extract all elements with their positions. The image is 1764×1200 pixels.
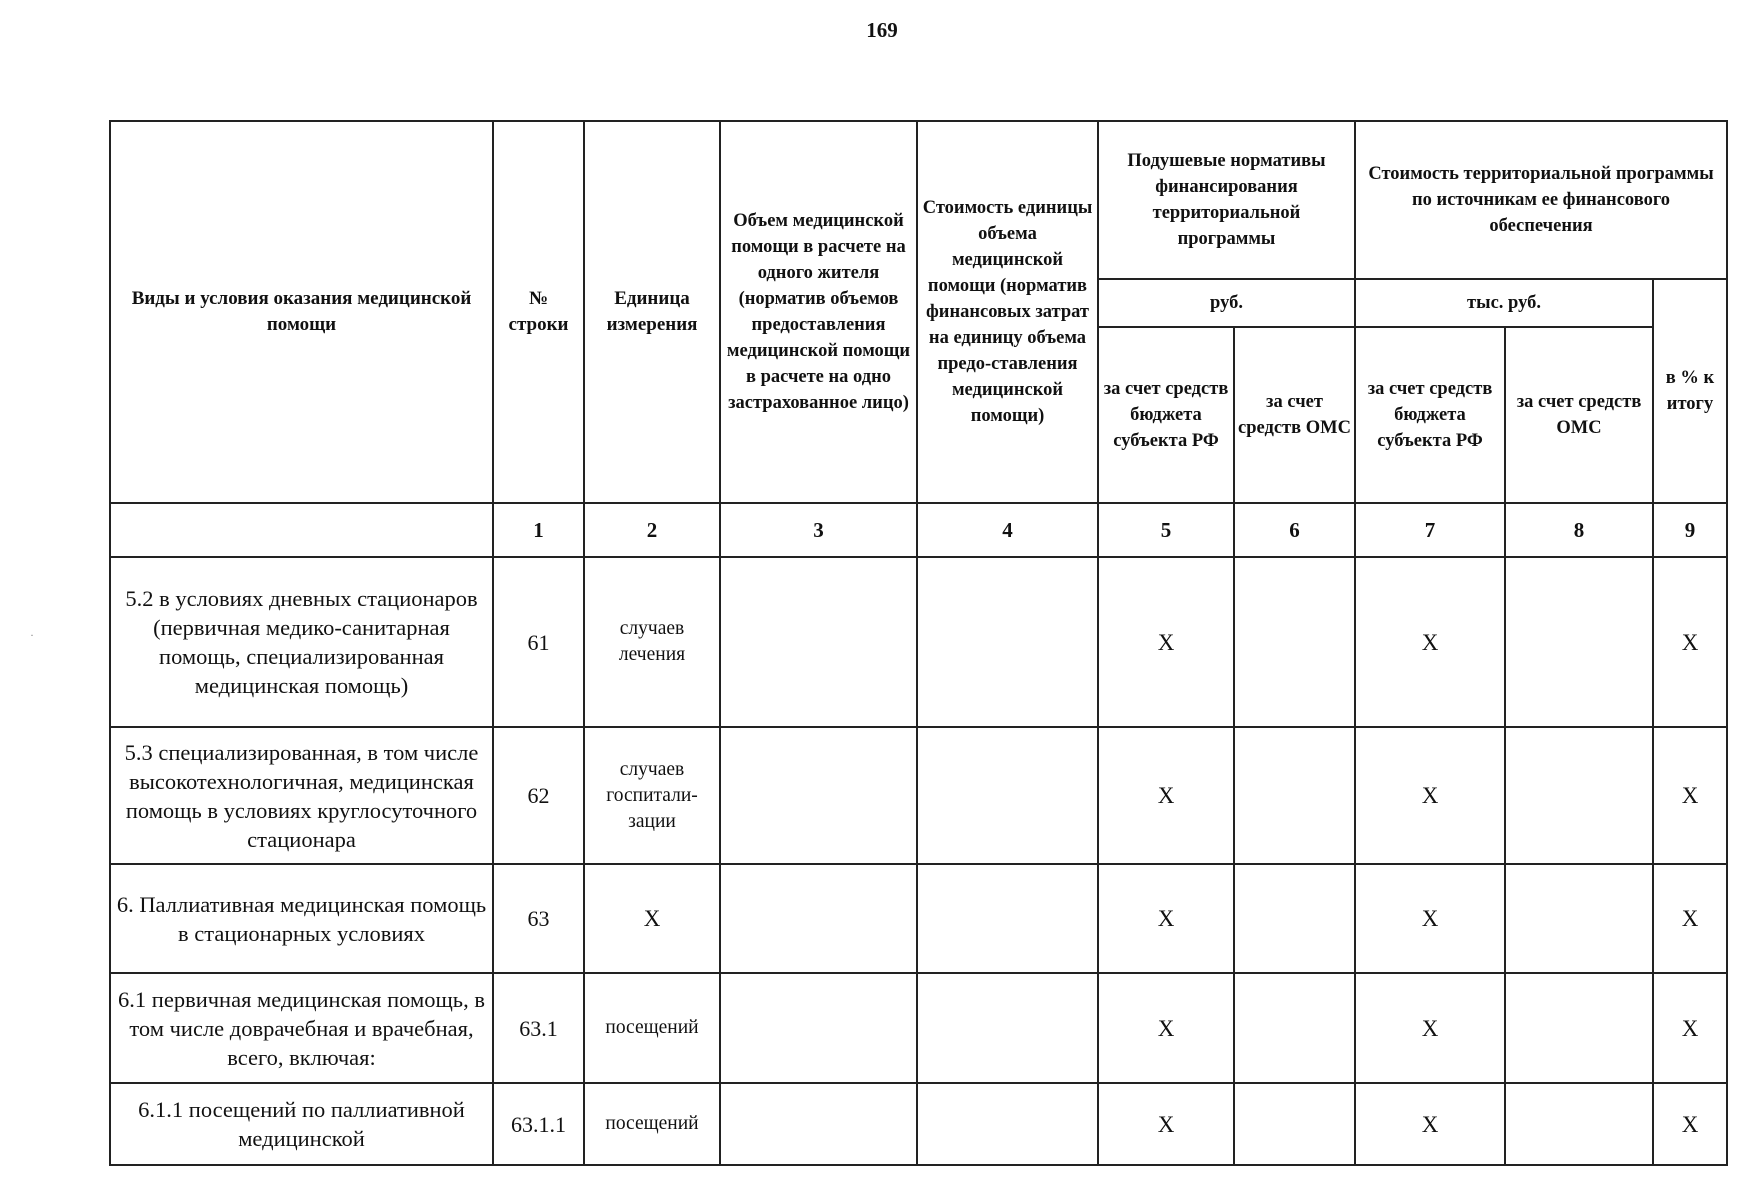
header-rub: руб. [1098, 279, 1355, 327]
header-unit: Единица измерения [584, 121, 720, 503]
scan-mark: · [30, 628, 34, 642]
row-percent: X [1653, 557, 1727, 727]
row-percent: X [1653, 864, 1727, 973]
header-budget-rf: за счет средств бюджета субъекта РФ [1098, 327, 1234, 503]
row-budget-rf: X [1098, 864, 1234, 973]
column-number: 2 [584, 503, 720, 557]
header-budget-rf-2: за счет средств бюджета субъекта РФ [1355, 327, 1505, 503]
row-name: 6. Паллиативная медицинская помощь в стационарных условиях [110, 864, 493, 973]
row-unit: посещений [584, 1083, 720, 1165]
page-number: 169 [866, 18, 898, 42]
column-number: 7 [1355, 503, 1505, 557]
column-number: 6 [1234, 503, 1355, 557]
row-oms-2 [1505, 1083, 1653, 1165]
row-percent: X [1653, 727, 1727, 864]
column-number-row [110, 503, 1727, 557]
row-number: 61 [493, 557, 584, 727]
row-cost [917, 864, 1098, 973]
row-unit: X [584, 864, 720, 973]
row-volume [720, 864, 917, 973]
row-budget-rf-2: X [1355, 864, 1505, 973]
header-row-no: № строки [493, 121, 584, 503]
header-cost: Стоимость единицы объема медицинской помощи (норматив финансовых затрат на единицу объема предо-ставления медицинской помощи) [917, 121, 1098, 503]
column-number: 4 [917, 503, 1098, 557]
row-oms [1234, 864, 1355, 973]
row-number: 63.1 [493, 973, 584, 1083]
row-oms-2 [1505, 727, 1653, 864]
row-unit: случаев лечения [584, 557, 720, 727]
table-row [110, 973, 1727, 1083]
row-budget-rf: X [1098, 1083, 1234, 1165]
row-budget-rf: X [1098, 973, 1234, 1083]
row-budget-rf: X [1098, 557, 1234, 727]
row-unit: посещений [584, 973, 720, 1083]
column-number [110, 503, 493, 557]
row-volume [720, 1083, 917, 1165]
row-oms-2 [1505, 973, 1653, 1083]
row-volume [720, 727, 917, 864]
column-number: 9 [1653, 503, 1727, 557]
row-cost [917, 557, 1098, 727]
row-oms [1234, 973, 1355, 1083]
row-unit: случаев госпитали-зации [584, 727, 720, 864]
row-oms [1234, 557, 1355, 727]
column-number: 3 [720, 503, 917, 557]
header-oms: за счет средств ОМС [1234, 327, 1355, 503]
row-name: 6.1.1 посещений по паллиативной медицинской [110, 1083, 493, 1165]
header-volume: Объем медицинской помощи в расчете на одного жителя (норматив объемов предоставления медицинской помощи в расчете на одно застрахованное лицо) [720, 121, 917, 503]
row-oms-2 [1505, 557, 1653, 727]
row-oms [1234, 1083, 1355, 1165]
header-per-capita: Подушевые нормативы финансирования территориальной программы [1098, 121, 1355, 279]
row-cost [917, 727, 1098, 864]
row-name: 6.1 первичная медицинская помощь, в том числе доврачебная и врачебная, всего, включая: [110, 973, 493, 1083]
row-number: 62 [493, 727, 584, 864]
row-volume [720, 973, 917, 1083]
row-budget-rf-2: X [1355, 557, 1505, 727]
header-oms-2: за счет средств ОМС [1505, 327, 1653, 503]
row-cost [917, 973, 1098, 1083]
row-cost [917, 1083, 1098, 1165]
header-kinds: Виды и условия оказания медицинской помощи [110, 121, 493, 503]
row-volume [720, 557, 917, 727]
financing-table [109, 120, 1728, 1166]
column-number: 1 [493, 503, 584, 557]
table-row [110, 1083, 1727, 1165]
table-row [110, 864, 1727, 973]
table-row [110, 727, 1727, 864]
row-budget-rf-2: X [1355, 973, 1505, 1083]
row-budget-rf-2: X [1355, 727, 1505, 864]
header-program-cost: Стоимость территориальной программы по источникам ее финансового обеспечения [1355, 121, 1727, 279]
row-percent: X [1653, 1083, 1727, 1165]
column-number: 8 [1505, 503, 1653, 557]
header-thous-rub: тыс. руб. [1355, 279, 1653, 327]
row-name: 5.3 специализированная, в том числе высокотехнологичная, медицинская помощь в условиях круглосуточного стационара [110, 727, 493, 864]
row-percent: X [1653, 973, 1727, 1083]
header-percent: в % к итогу [1653, 279, 1727, 503]
column-number: 5 [1098, 503, 1234, 557]
row-oms-2 [1505, 864, 1653, 973]
row-name: 5.2 в условиях дневных стационаров (первичная медико-санитарная помощь, специализированная медицинская помощь) [110, 557, 493, 727]
row-budget-rf-2: X [1355, 1083, 1505, 1165]
row-number: 63.1.1 [493, 1083, 584, 1165]
row-oms [1234, 727, 1355, 864]
row-budget-rf: X [1098, 727, 1234, 864]
row-number: 63 [493, 864, 584, 973]
table-row [110, 557, 1727, 727]
